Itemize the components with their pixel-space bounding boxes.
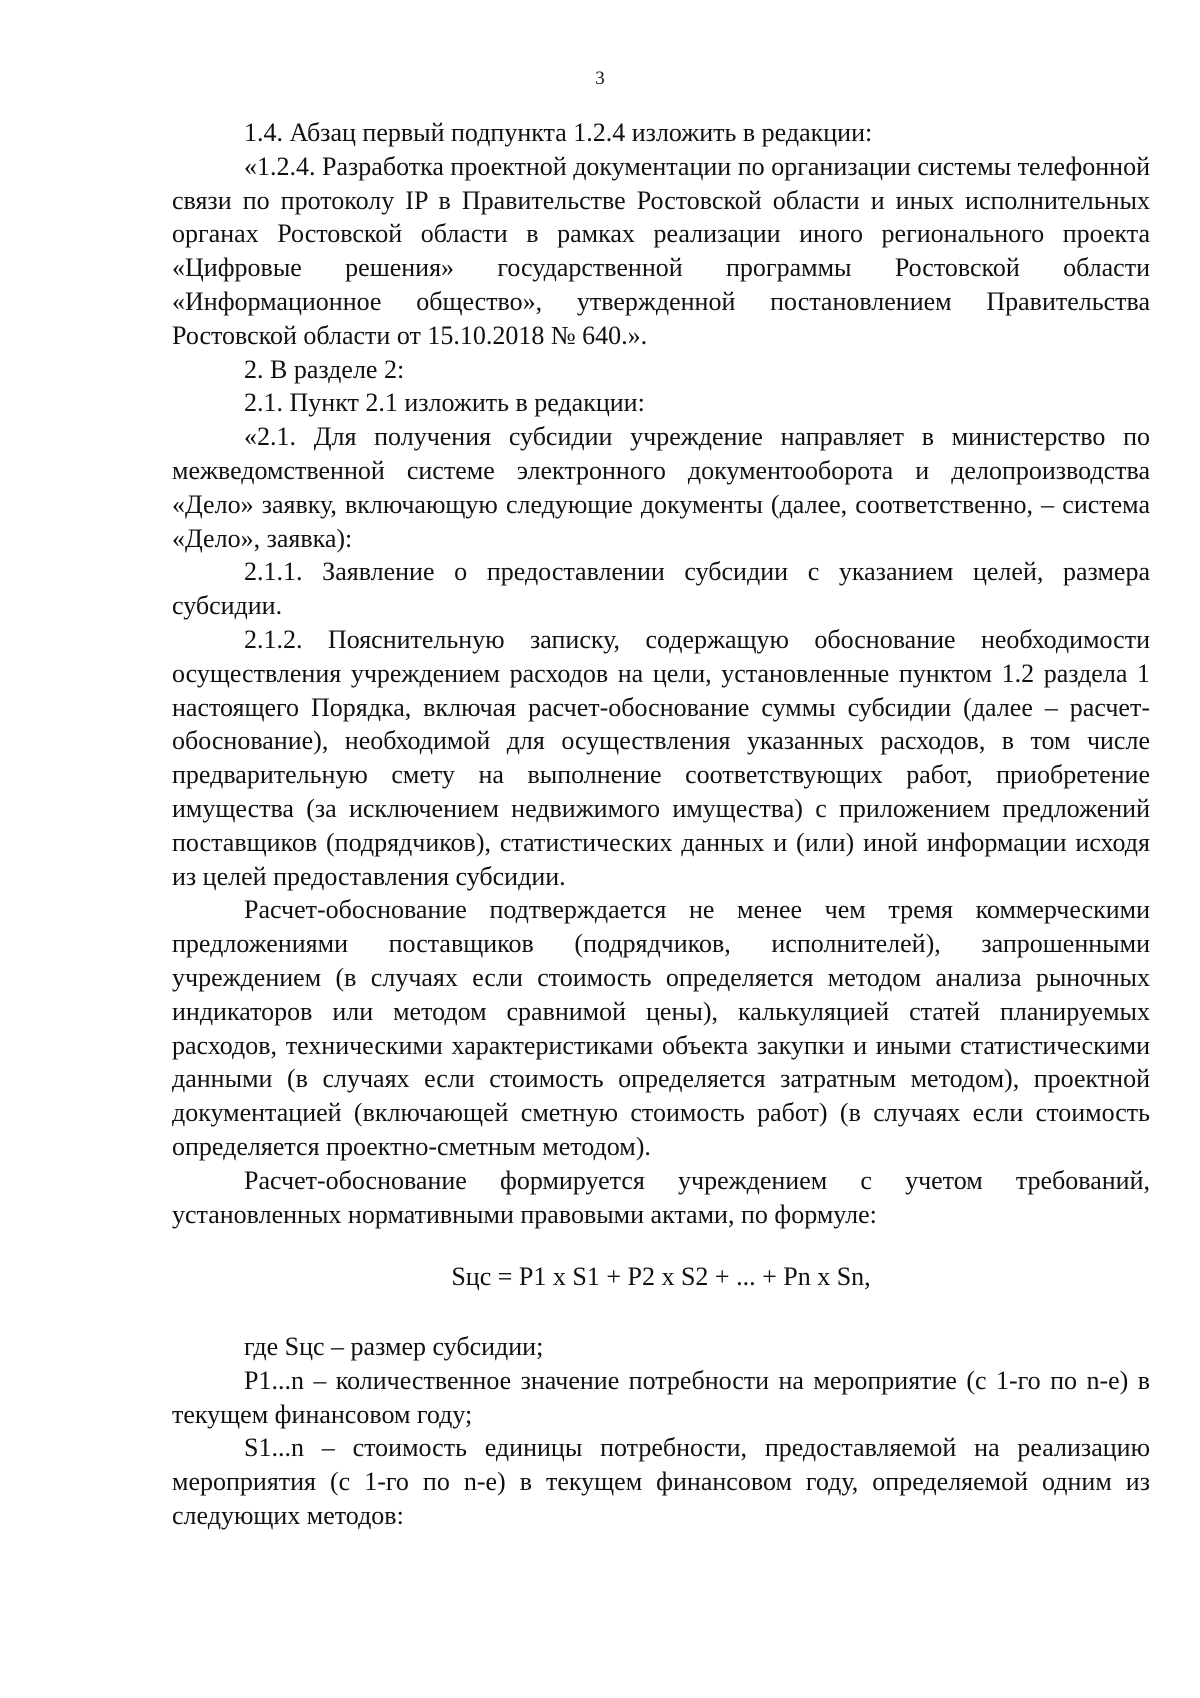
paragraph-section-2: 2. В разделе 2: [244, 354, 405, 384]
paragraph-2-1: 2.1. Пункт 2.1 изложить в редакции: [244, 388, 645, 418]
paragraph-2-1-text: «2.1. Для получения субсидии учреждение направляет в министерство по межведомственной системе электронного документооборота и делопроизводства «Дело» заявку, включающую следующие документы (далее, соответственно, – система «Дело», заявка): [172, 422, 1150, 553]
definition-s: где Sцс – размер субсидии; [244, 1332, 544, 1362]
paragraph-calculation-formula-intro: Расчет-обоснование формируется учреждением с учетом требований, установленных нормативными правовыми актами, по формуле: [172, 1165, 1150, 1229]
document-body [172, 116, 1150, 1533]
definition-p: P1...n – количественное значение потребности на мероприятие (с 1-го по n-е) в текущем финансовом году; [172, 1365, 1150, 1429]
page-number: 3 [595, 68, 605, 89]
paragraph-2-1-1: 2.1.1. Заявление о предоставлении субсидии с указанием целей, размера субсидии. [172, 557, 1150, 621]
paragraph-2-1-2: 2.1.2. Пояснительную записку, содержащую обоснование необходимости осуществления учреждением расходов на цели, установленные пунктом 1.2 раздела 1 настоящего Порядка, включая расчет-обоснование суммы субсидии (далее – расчет-обоснование), необходимой для осуществления указанных расходов, в том числе предварительную смету на выполнение соответствующих работ, приобретение имущества (за исключением недвижимого имущества) с приложением предложений поставщиков (подрядчиков), статистических данных и (или) иной информации исходя из целей предоставления субсидии. [172, 624, 1150, 891]
paragraph-1-4: 1.4. Абзац первый подпункта 1.2.4 изложить в редакции: [244, 118, 873, 147]
subsidy-formula: Sцс = P1 x S1 + P2 x S2 + ... + Pn x Sn, [451, 1262, 871, 1292]
definition-s-unit-cost: S1...n – стоимость единицы потребности, предоставляемой на реализацию мероприятия (с 1-го по n-е) в текущем финансовом году, определяемой одним из следующих методов: [172, 1433, 1150, 1531]
paragraph-1-2-4: «1.2.4. Разработка проектной документации по организации системы телефонной связи по протоколу IP в Правительстве Ростовской области и иных исполнительных органах Ростовской области в рамках реализации иного регионального проекта «Цифровые решения» государственной программы Ростовской области «Информационное общество», утвержденной постановлением Правительства Ростовской области от 15.10.2018 № 640.». [172, 151, 1150, 350]
paragraph-calculation-confirmation: Расчет-обоснование подтверждается не менее чем тремя коммерческими предложениями поставщиков (подрядчиков, исполнителей), запрошенными учреждением (в случаях если стоимость определяется методом анализа рыночных индикаторов или методом сравнимой цены), калькуляцией статей планируемых расходов, техническими характеристиками объекта закупки и иными статистическими данными (в случаях если стоимость определяется затратным методом), проектной документацией (включающей сметную стоимость работ) (в случаях если стоимость определяется проектно-сметным методом). [172, 895, 1150, 1161]
